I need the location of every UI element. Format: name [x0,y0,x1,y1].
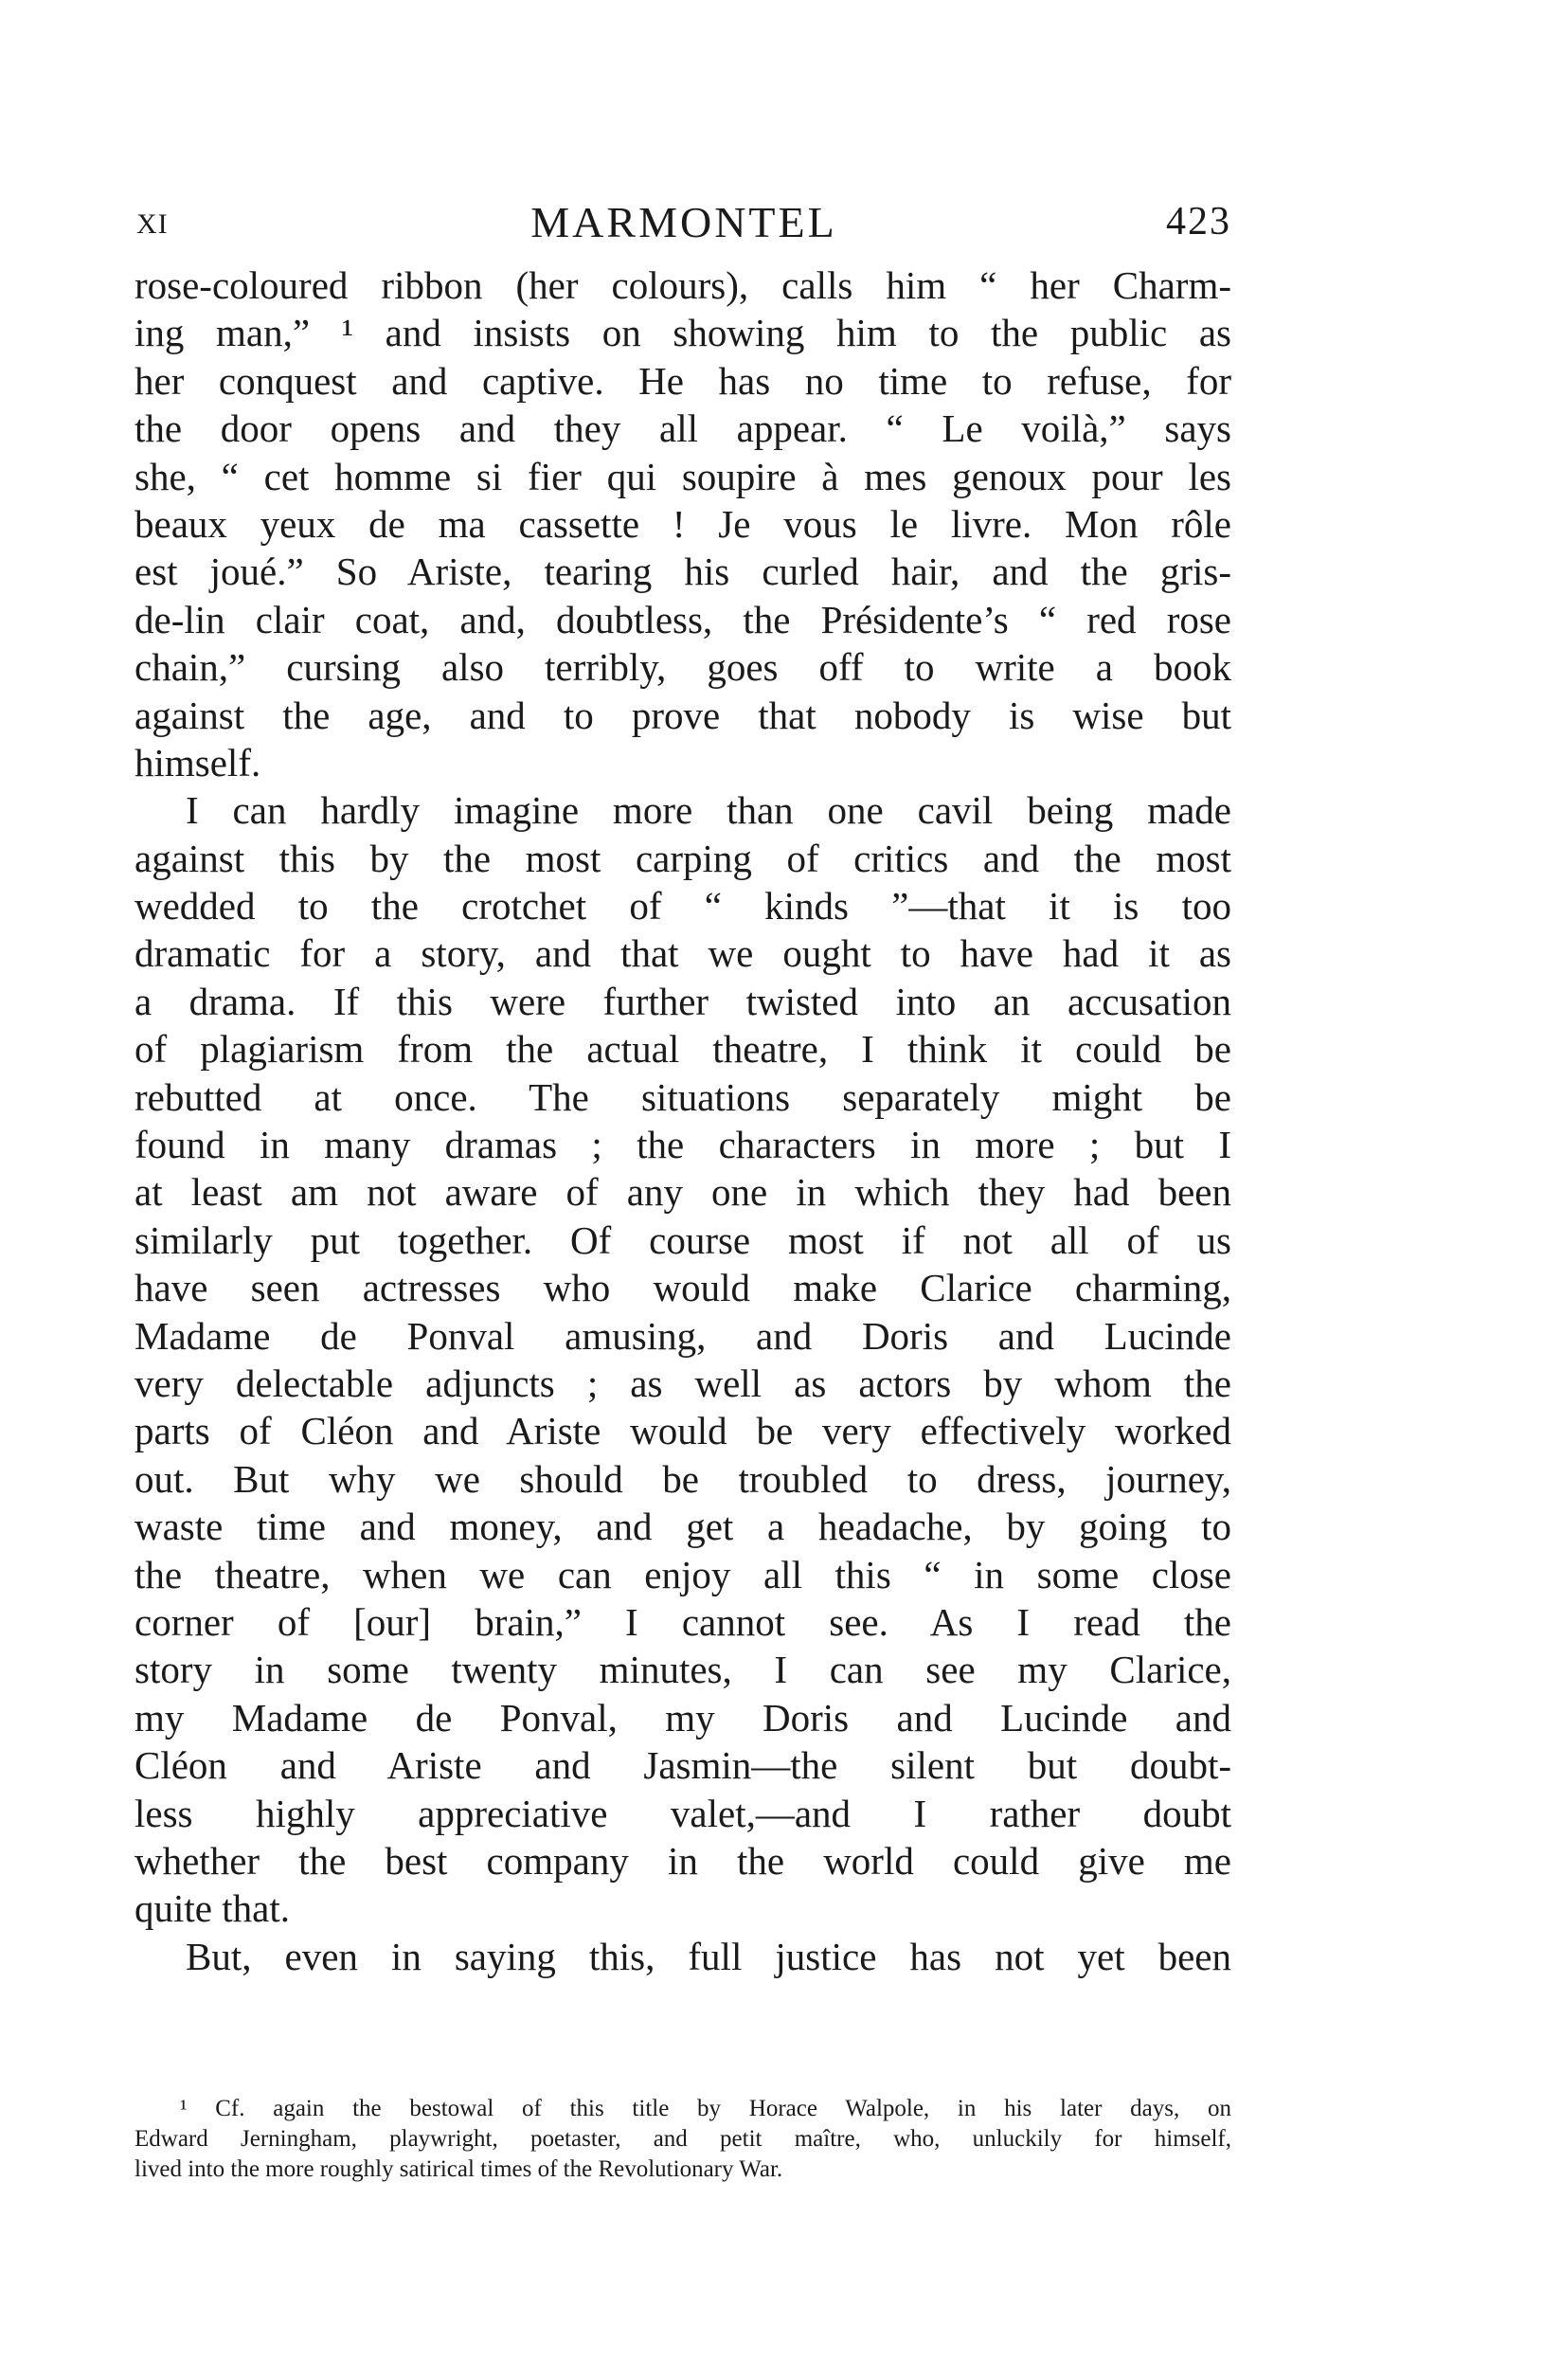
text-line: have seen actresses who would make Clarice charming, [135,1266,1231,1310]
text-line: waste time and money, and get a headache, by going to [135,1505,1231,1549]
text-line: rebutted at once. The situations separately might be [135,1074,1231,1119]
text-line: my Madame de Ponval, my Doris and Lucinde and [135,1695,1231,1740]
text-line: parts of Cléon and Ariste would be very effectively worked [135,1409,1231,1453]
text-line: the door opens and they all appear. “ Le voilà,” says [135,406,1231,451]
text-line: less highly appreciative valet,—and I rather doubt [135,1791,1231,1835]
running-head [136,197,1231,254]
text-line: But, even in saying this, full justice has not yet been [186,1934,1231,1978]
text-line: I can hardly imagine more than one cavil being made [186,788,1231,833]
page-number: 423 [1166,200,1231,243]
chapter-number: XI [136,208,169,240]
text-line: quite that. [135,1886,290,1931]
text-line: a drama. If this were further twisted into an accusation [135,979,1231,1023]
text-line: story in some twenty minutes, I can see my Clarice, [135,1648,1231,1692]
text-line: at least am not aware of any one in which they had been [135,1170,1231,1215]
text-line: very delectable adjuncts ; as well as actors by whom the [135,1361,1231,1405]
text-line: beaux yeux de ma cassette ! Je vous le livre. Mon rôle [135,501,1231,546]
text-line: wedded to the crotchet of “ kinds ”—that it is too [135,884,1231,929]
text-line: she, “ cet homme si fier qui soupire à mes genoux pour les [135,454,1231,498]
footnote-line: lived into the more roughly satirical times of the Revolutionary War. [135,2156,783,2182]
text-line: chain,” cursing also terribly, goes off to write a book [135,645,1231,690]
text-line: the theatre, when we can enjoy all this “ in some close [135,1552,1231,1596]
text-line: against this by the most carping of critics and the most [135,836,1231,880]
text-line: Cléon and Ariste and Jasmin—the silent but doubt- [135,1743,1231,1788]
text-line: corner of [our] brain,” I cannot see. As I read the [135,1599,1231,1644]
body-text [135,261,1231,1980]
text-line: est joué.” So Ariste, tearing his curled hair, and the gris- [135,550,1231,594]
text-line: of plagiarism from the actual theatre, I think it could be [135,1027,1231,1072]
text-line: against the age, and to prove that nobody is wise but [135,693,1231,737]
footnotes [135,2094,1231,2185]
text-line: whether the best company in the world could give me [135,1838,1231,1883]
text-line: ing man,” ¹ and insists on showing him to the public as [135,311,1231,355]
text-line: Madame de Ponval amusing, and Doris and Lucinde [135,1313,1231,1358]
text-line: himself. [135,740,261,784]
running-title: MARMONTEL [530,198,837,246]
footnote-line: ¹ Cf. again the bestowal of this title by Horace Walpole, in his later days, on [180,2096,1231,2121]
text-line: out. But why we should be troubled to dress, journey, [135,1456,1231,1501]
text-line: dramatic for a story, and that we ought to have had it as [135,931,1231,976]
text-line: similarly put together. Of course most if not all of us [135,1217,1231,1262]
text-line: her conquest and captive. He has no time to refuse, for [135,358,1231,403]
text-line: found in many dramas ; the characters in more ; but I [135,1123,1231,1167]
text-line: de-lin clair coat, and, doubtless, the Présidente’s “ red rose [135,597,1231,641]
text-line: rose-coloured ribbon (her colours), calls him “ her Charm- [135,263,1231,307]
footnote-line: Edward Jerningham, playwright, poetaster, and petit maître, who, unluckily for himself, [135,2126,1231,2152]
